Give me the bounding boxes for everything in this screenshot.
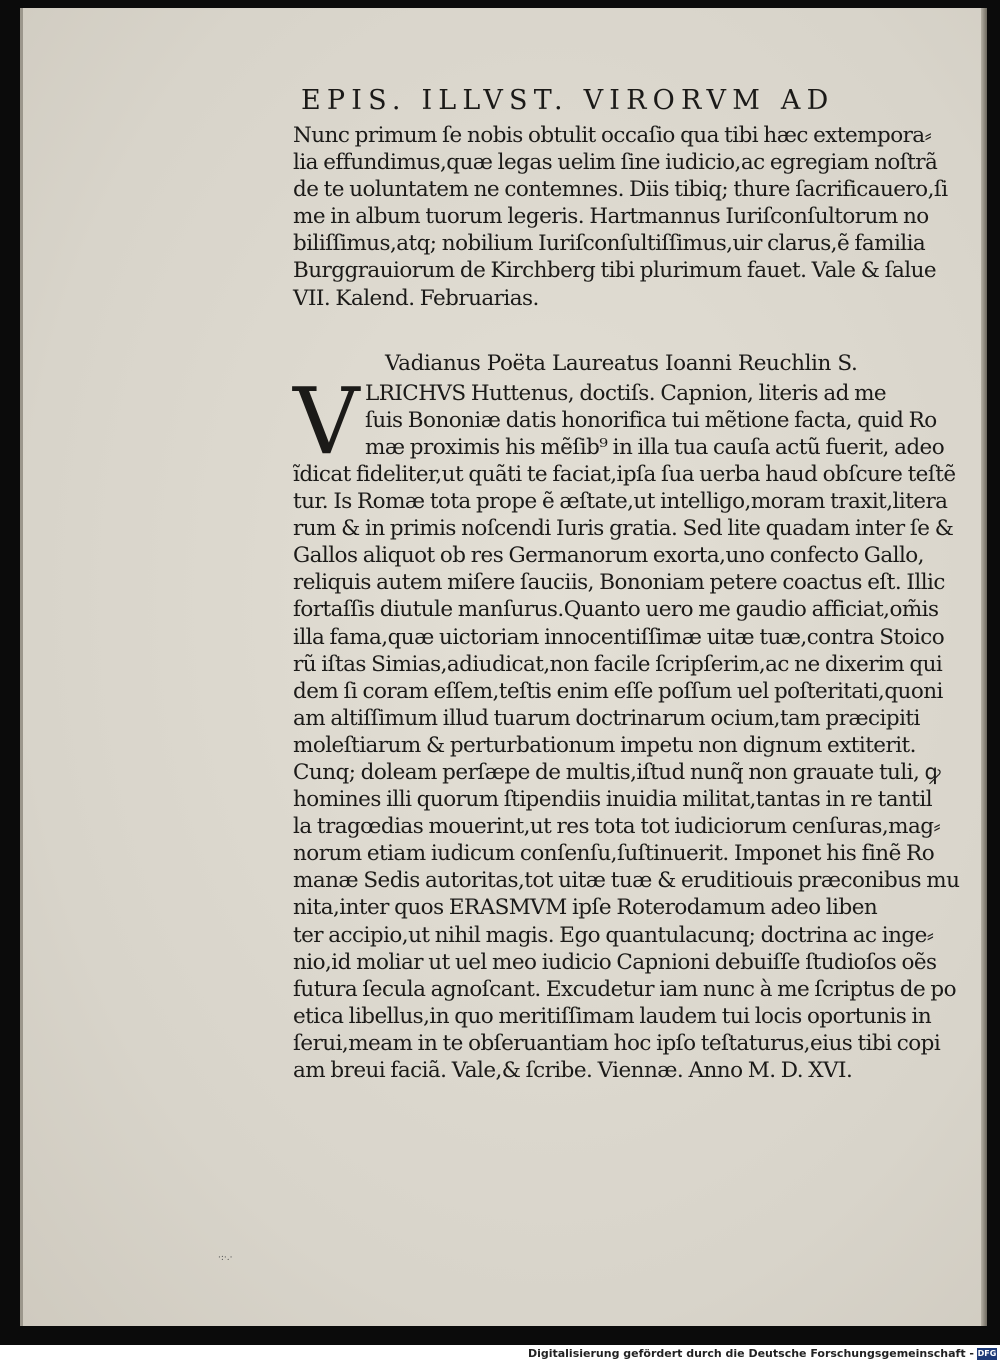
book-page [20, 8, 987, 1326]
text-line: rum & in primis noſcendi Iuris gratia. Sed lite quadam inter ſe & [293, 516, 954, 542]
text-line: etica libellus,in quo meritiſſimam laudem tui locis oportunis in [293, 1003, 932, 1029]
text-line: reliquis autem miſere ſauciis, Bononiam petere coactus eſt. Illic [293, 570, 945, 596]
text-line: de te uoluntatem ne contemnes. Diis tibiq; thure ſacrificauero,ſi [293, 177, 948, 203]
text-line: dem ſi coram eſſem,teſtis enim eſſe poſſum uel poſteritati,quoni [293, 678, 943, 704]
text-line: la tragœdias mouerint,ut res tota tot iudiciorum cenſuras,mag⸗ [293, 814, 941, 840]
text-line: ter accipio,ut nihil magis. Ego quantulacunq; doctrina ac inge⸗ [293, 922, 934, 948]
text-line: moleſtiarum & perturbationum impetu non dignum extiterit. [293, 732, 916, 758]
text-line: Gallos aliquot ob res Germanorum exorta,uno confecto Gallo, [293, 543, 924, 569]
pencil-mark: ·:·.· [218, 1253, 233, 1263]
text-line: me in album tuorum legeris. Hartmannus Iuriſconſultorum no [293, 204, 929, 230]
text-line: LRICHVS Huttenus, doctiſs. Capnion, literis ad me [365, 380, 887, 406]
digitization-footer [0, 1345, 1000, 1365]
text-line: mæ proximis his mẽſib⁹ in illa tua cauſa actũ fuerit, adeo [365, 434, 945, 460]
text-line: tur. Is Romæ tota prope ẽ æſtate,ut intelligo,moram traxit,litera [293, 489, 948, 515]
text-line: Nunc primum ſe nobis obtulit occaſio qua tibi hæc extempora⸗ [293, 123, 932, 148]
text-line: rũ iſtas Simias,adiudicat,non facile ſcripſerim,ac ne dixerim qui [293, 651, 943, 677]
first-letter [293, 122, 948, 312]
text-line: nio,id moliar ut uel meo iudicio Capnioni debuiſſe ſtudioſos oẽs [293, 949, 937, 975]
text-line: fortaſſis diutule manſurus.Quanto uero me gaudio afficiat,om̃is [293, 597, 939, 623]
section-gap [293, 312, 933, 350]
text-line: homines illi quorum ſtipendiis inuidia militat,tantas in re tantil [293, 787, 933, 813]
dfg-logo-icon: DFG [977, 1349, 997, 1358]
text-line: Cunq; doleam perſæpe de multis,iſtud nunq̃ non grauate tuli, ꝙ [293, 759, 941, 785]
text-line: ĩdicat fideliter,ut quãti te faciat,ipſa ſua uerba haud obſcure teſtẽ [293, 461, 956, 487]
text-block [293, 84, 960, 1084]
text-line: lia effundimus,quæ legas uelim ſine iudicio,ac egregiam noſtrã [293, 150, 938, 176]
text-line: nita,inter quos ERASMVM ipſe Roterodamum adeo liben [293, 895, 878, 921]
text-line: ſerui,meam in te obſeruantiam hoc ipſo teſtaturus,eius tibi copi [293, 1030, 941, 1056]
text-line: futura ſecula agnoſcant. Excudetur iam nunc à me ſcriptus de po [293, 976, 957, 1002]
text-line: biliſſimus,atq; nobilium Iuriſconſultiſſimus,uir clarus,ẽ familia [293, 231, 926, 257]
running-head: EPIS. ILLVST. VIRORVM AD [301, 85, 835, 116]
text-line: norum etiam iudicum conſenſu,ſuſtinuerit. Imponet his finẽ Ro [293, 841, 935, 867]
page-edge [981, 8, 987, 1326]
text-line: VII. Kalend. Februarias. [293, 285, 539, 311]
footer-credit: Digitalisierung gefördert durch die Deutsche Forschungsgemeinschaft - [527, 1347, 974, 1360]
letter-heading: Vadianus Poëta Laureatus Ioanni Reuchlin S. [385, 350, 858, 376]
text-line: am altiſſimum illud tuarum doctrinarum ocium,tam præcipiti [293, 705, 920, 731]
drop-cap: V [293, 367, 360, 475]
text-line: ſuis Bononiæ datis honorifica tui mẽtione facta, quid Ro [365, 407, 937, 433]
second-letter-body [293, 461, 960, 1084]
text-line: am breui faciã. Vale,& ſcribe. Viennæ. Anno M. D. XVI. [293, 1058, 853, 1083]
text-line: Burggrauiorum de Kirchberg tibi plurimum fauet. Vale & ſalue [293, 258, 937, 284]
text-line: illa fama,quæ uictoriam innocentiſſimæ uitæ tuæ,contra Stoico [293, 624, 945, 650]
text-line: manæ Sedis autoritas,tot uitæ tuæ & eruditiouis præconibus mu [293, 868, 960, 894]
